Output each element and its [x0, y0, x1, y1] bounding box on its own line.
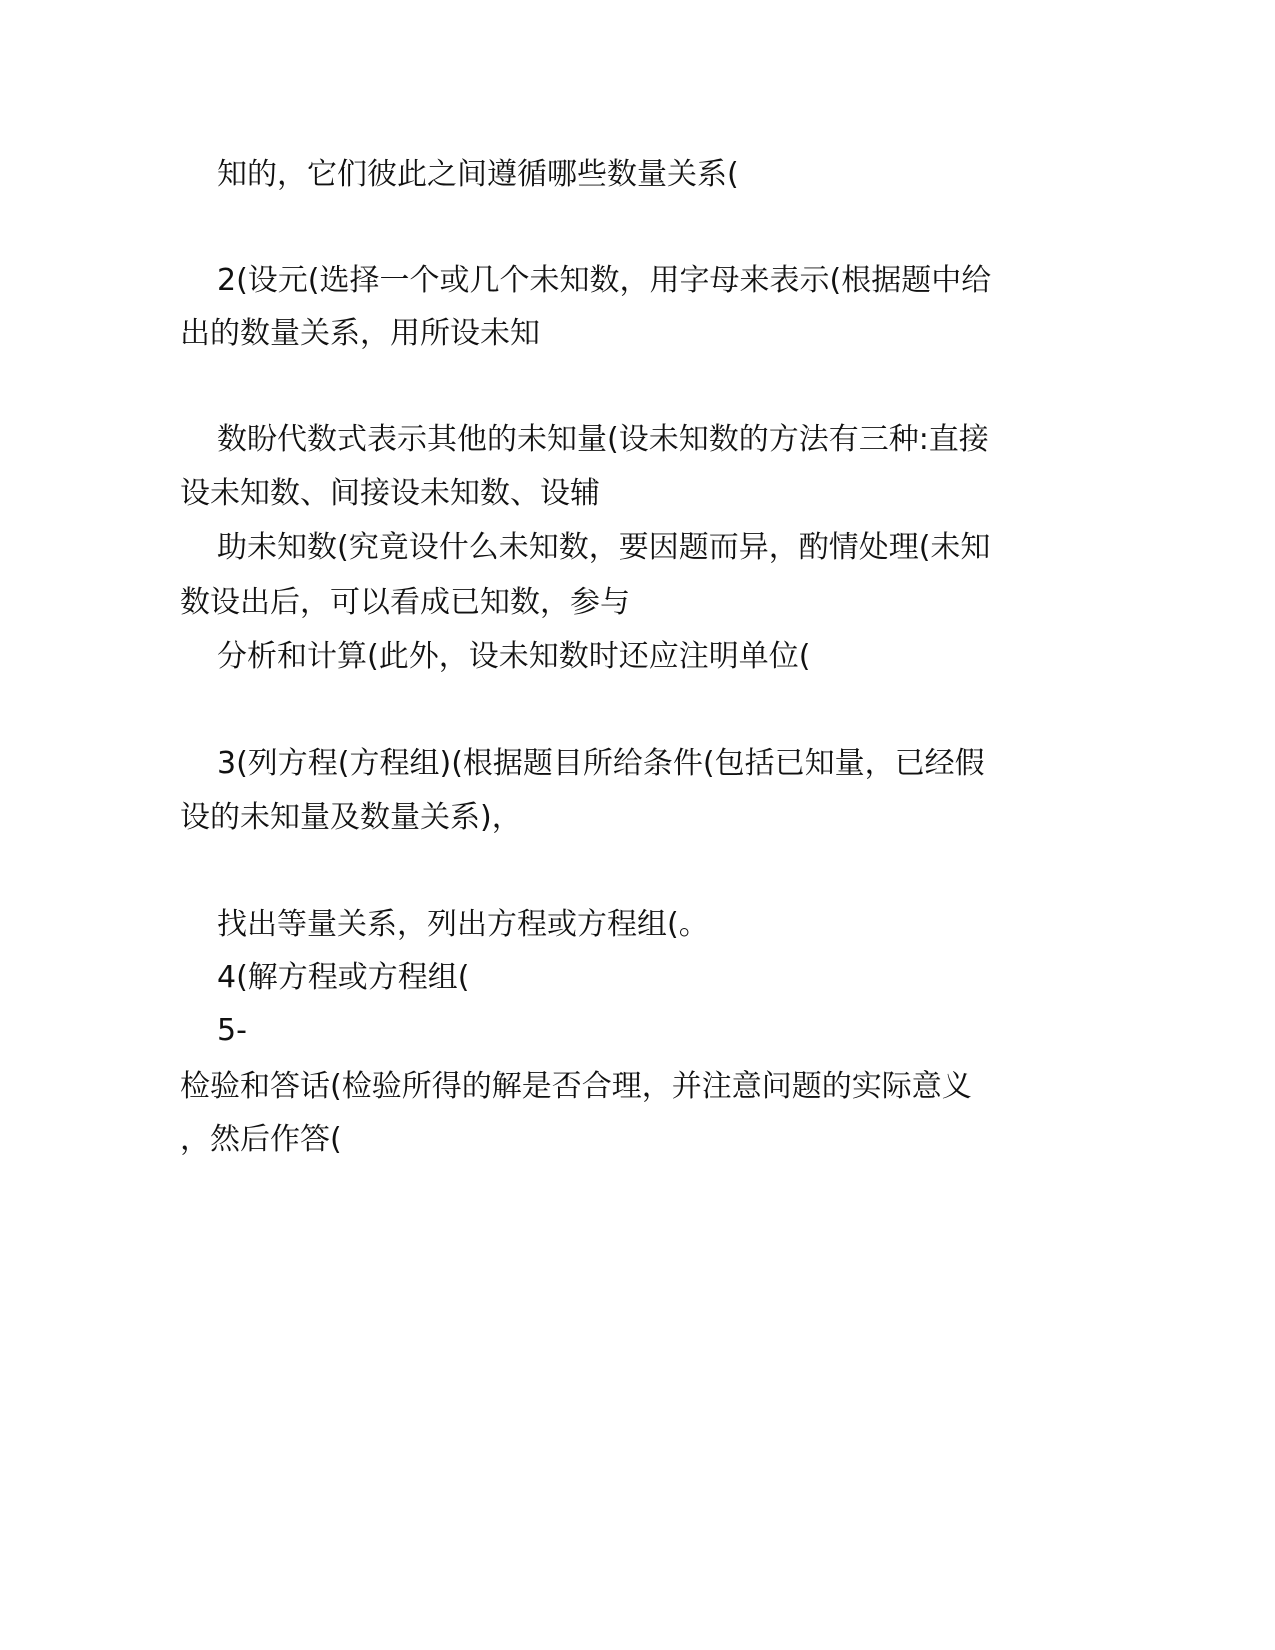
paragraph-line: 2(设元(选择一个或几个未知数，用字母来表示(根据题中给: [217, 263, 992, 298]
paragraph-line: 设的未知量及数量关系)，: [180, 800, 522, 835]
paragraph-line: 助未知数(究竟设什么未知数，要因题而异，酌情处理(未知: [217, 530, 991, 565]
paragraph-line: 设未知数、间接设未知数、设辅: [180, 476, 600, 511]
paragraph-line: 分析和计算(此外，设未知数时还应注明单位(: [217, 639, 811, 674]
paragraph-line: 5-: [217, 1013, 247, 1048]
paragraph-line: 知的，它们彼此之间遵循哪些数量关系(: [217, 157, 739, 192]
paragraph-line: 3(列方程(方程组)(根据题目所给条件(包括已知量，已经假: [217, 746, 985, 781]
paragraph-line: 4(解方程或方程组(: [217, 960, 470, 995]
paragraph-line: 出的数量关系，用所设未知: [180, 316, 540, 351]
paragraph-line: 数盼代数式表示其他的未知量(设未知数的方法有三种:直接: [217, 422, 989, 457]
paragraph-line: 数设出后，可以看成已知数，参与: [180, 585, 630, 620]
paragraph-line: ，然后作答(: [180, 1122, 342, 1157]
paragraph-line: 检验和答话(检验所得的解是否合理，并注意问题的实际意义: [180, 1069, 972, 1104]
paragraph-line: 找出等量关系，列出方程或方程组(。: [217, 907, 709, 942]
